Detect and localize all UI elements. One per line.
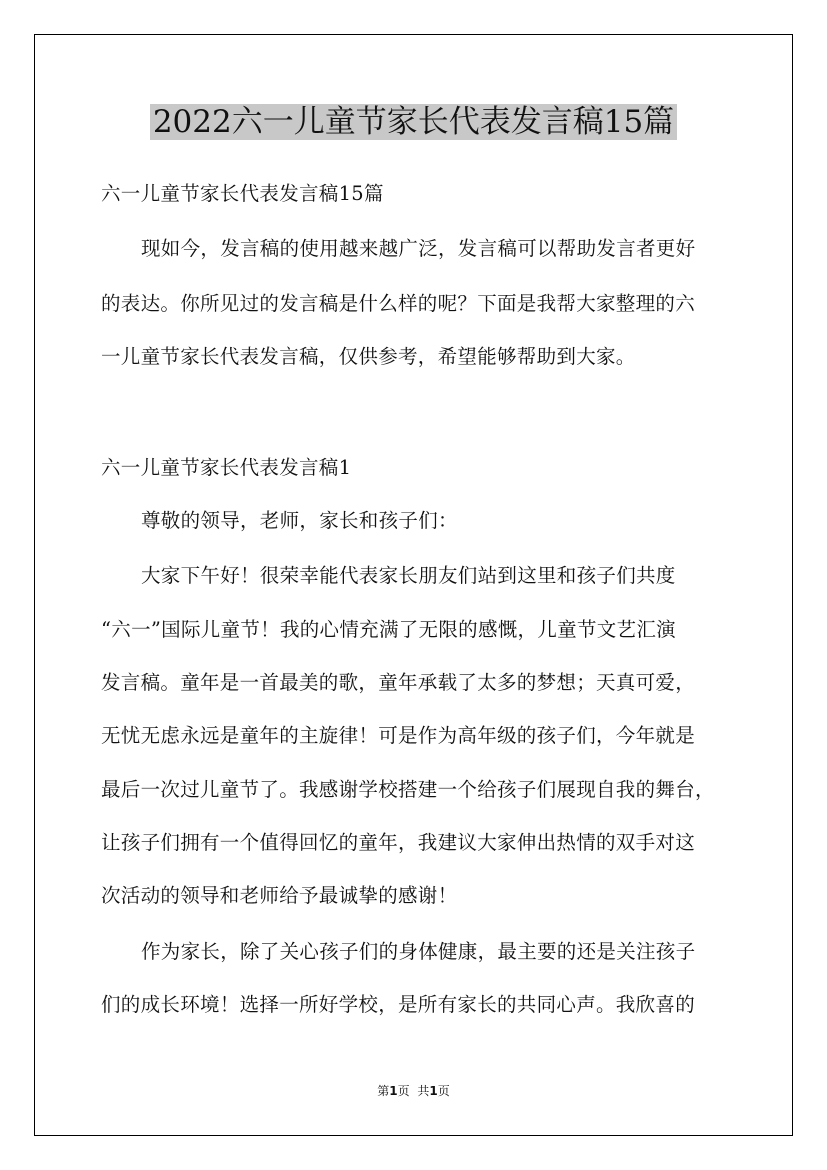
footer-total-prefix: 共 (417, 1084, 430, 1098)
paragraph1-line-3: 发言稿。童年是一首最美的歌，童年承载了太多的梦想；天真可爱， (101, 671, 696, 694)
footer-page-number: 1 (389, 1084, 398, 1098)
paragraph1-line-6: 让孩子们拥有一个值得回忆的童年，我建议大家伸出热情的双手对这 (101, 831, 696, 854)
paragraph1-line-5: 最后一次过儿童节了。我感谢学校搭建一个给孩子们展现自我的舞台， (101, 778, 715, 801)
paragraph1-line-7: 次活动的领导和老师给予最诚挚的感谢！ (101, 884, 458, 907)
intro-line-1: 现如今，发言稿的使用越来越广泛，发言稿可以帮助发言者更好 (141, 237, 696, 260)
paragraph1-line-1: 大家下午好！很荣幸能代表家长朋友们站到这里和孩子们共度 (141, 564, 676, 587)
intro-line-3: 一儿童节家长代表发言稿，仅供参考，希望能够帮助到大家。 (101, 345, 636, 368)
footer-total-pages: 1 (429, 1084, 438, 1098)
footer-page-suffix: 页 (397, 1084, 410, 1098)
greeting-line: 尊敬的领导，老师，家长和孩子们： (141, 509, 458, 532)
document-subtitle: 六一儿童节家长代表发言稿15篇 (101, 182, 384, 205)
section-heading: 六一儿童节家长代表发言稿1 (101, 456, 352, 479)
paragraph2-line-2: 们的成长环境！选择一所好学校，是所有家长的共同心声。我欣喜的 (101, 993, 696, 1016)
footer-total-suffix: 页 (437, 1084, 450, 1098)
paragraph1-line-2: “六一”国际儿童节！我的心情充满了无限的感慨，儿童节文艺汇演 (101, 618, 676, 641)
page-footer (0, 1083, 827, 1099)
intro-line-2: 的表达。你所见过的发言稿是什么样的呢？下面是我帮大家整理的六 (101, 292, 696, 315)
footer-page-prefix: 第 (377, 1084, 390, 1098)
document-title (0, 98, 827, 146)
document-title-text: 2022六一儿童节家长代表发言稿15篇 (150, 104, 677, 140)
paragraph2-line-1: 作为家长，除了关心孩子们的身体健康，最主要的还是关注孩子 (141, 940, 696, 963)
paragraph1-line-4: 无忧无虑永远是童年的主旋律！可是作为高年级的孩子们，今年就是 (101, 724, 696, 747)
